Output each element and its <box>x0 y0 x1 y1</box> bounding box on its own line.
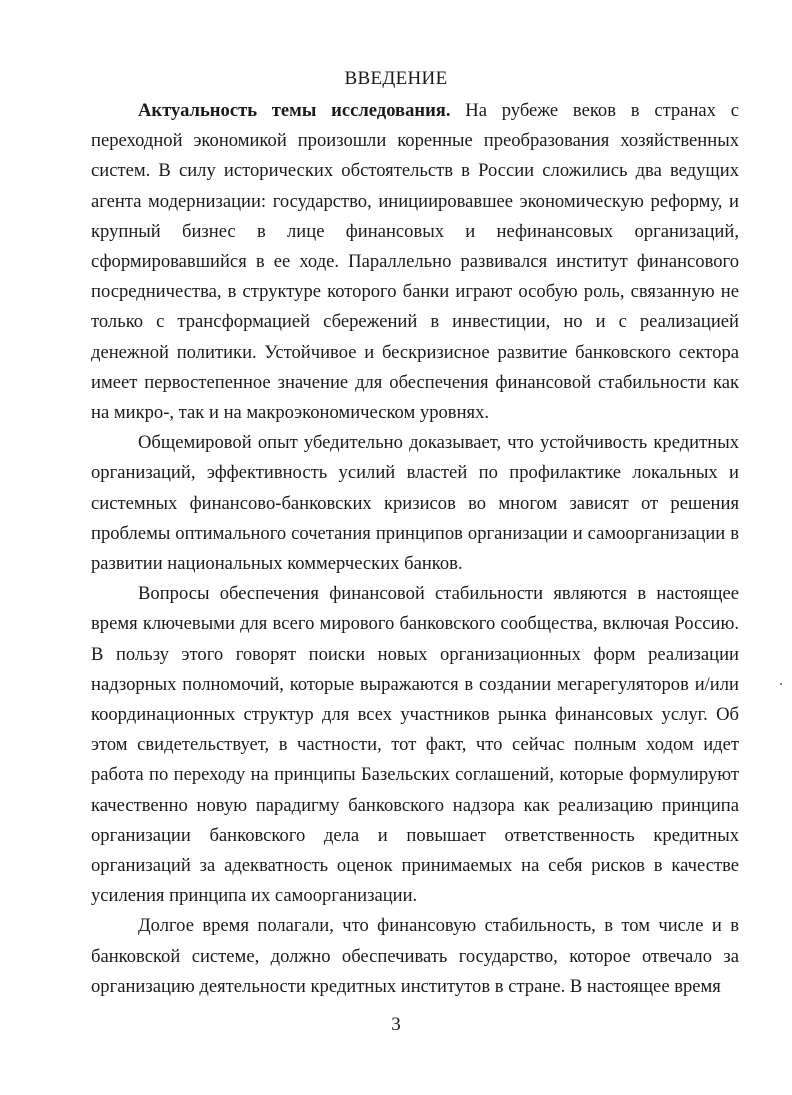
paragraph-relevance <box>91 96 739 428</box>
body-text <box>91 96 739 1002</box>
paragraph: Общемировой опыт убедительно доказывает, что устойчивость кредитных организаций, эффективность усилий властей по профилактике локальных и системных финансово-банковских кризисов во многом зависят от решения проблемы оптимального сочетания принципов организации и самоорганизации в развитии национальных коммерческих банков. <box>91 432 739 575</box>
page-title: ВВЕДЕНИЕ <box>344 68 448 89</box>
paragraph-lead: Актуальность темы исследования. <box>138 100 451 121</box>
page-number: 3 <box>391 1014 401 1035</box>
paragraph: Долгое время полагали, что финансовую стабильность, в том числе и в банковской системе, должно обеспечивать государство, которое отвечало за организацию деятельности кредитных институтов в стране. В настоящее время <box>91 915 739 997</box>
paragraph-text: На рубеже веков в странах с переходной экономикой произошли коренные преобразования хозяйственных систем. В силу исторических обстоятельств в России сложились два ведущих агента модернизации: государство, инициировавшее экономическую реформу, и крупный бизнес в лице финансовых и нефинансовых организаций, сформировавшийся в ее ходе. Параллельно развивался институт финансового посредничества, в структуре которого банки играют особую роль, связанную не только с трансформацией сбережений в инвестиции, но и с реализацией денежной политики. Устойчивое и бескризисное развитие банковского сектора имеет первостепенное значение для обеспечения финансовой стабильности как на микро-, так и на макроэкономическом уровнях. <box>91 100 739 424</box>
scan-speck <box>780 683 782 685</box>
paragraph: Вопросы обеспечения финансовой стабильности являются в настоящее время ключевыми для всего мирового банковского сообщества, включая Россию. В пользу этого говорят поиски новых организационных форм реализации надзорных полномочий, которые выражаются в создании мегарегуляторов и/или координационных структур для всех участников рынка финансовых услуг. Об этом свидетельствует, в частности, тот факт, что сейчас полным ходом идет работа по переходу на принципы Базельских соглашений, которые формулируют качественно новую парадигму банковского надзора как реализацию принципа организации банковского дела и повышает ответственность кредитных организаций за адекватность оценок принимаемых на себя рисков в качестве усиления принципа их самоорганизации. <box>91 583 739 907</box>
